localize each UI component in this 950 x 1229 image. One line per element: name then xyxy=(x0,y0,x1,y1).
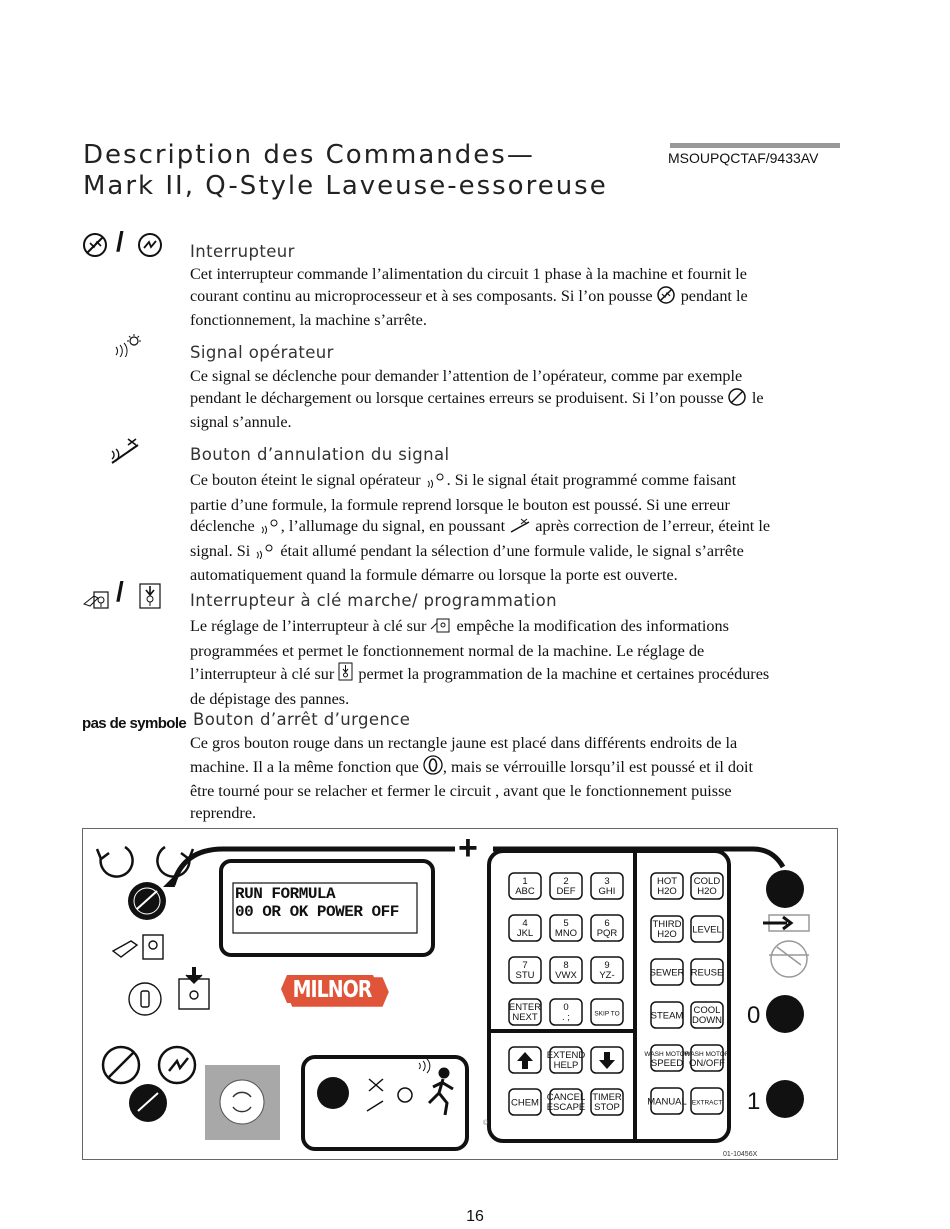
function-key[interactable] xyxy=(651,916,683,942)
keypad-key-label: . ; xyxy=(562,1012,570,1023)
dc-plus-label: + xyxy=(458,829,478,867)
arrow-down-key[interactable] xyxy=(591,1047,623,1073)
keypad-key-label: YZ- xyxy=(599,970,615,981)
cancel-escape-key-label: ESCAPE xyxy=(546,1102,586,1113)
keypad-key-label: JKL xyxy=(516,928,534,939)
key-switch-symbols xyxy=(82,580,168,617)
signal-cancel-icon xyxy=(367,1079,383,1111)
keypad-key-label: 7 xyxy=(522,960,528,971)
keypad-key-label: 0 xyxy=(563,1002,569,1013)
copyright-mark: © xyxy=(483,1120,489,1127)
function-key-label: EXTRACT xyxy=(691,1099,723,1107)
keypad-key-label: DEF xyxy=(556,886,576,897)
function-key-label: LEVEL xyxy=(692,924,722,936)
doc-id: MSOUPQCTAF/9433AV xyxy=(668,150,819,166)
running-person-icon xyxy=(429,1069,453,1115)
function-key-label: MANUAL xyxy=(647,1096,687,1108)
doc-id-rule xyxy=(670,143,840,148)
section-heading-urgence: Bouton d’arrêt d’urgence xyxy=(193,710,411,729)
keypad-key-label: ENTER xyxy=(508,1002,542,1013)
keypad-key-label: 2 xyxy=(563,876,569,887)
section-body-signal: Ce signal se déclenche pour demander l’attention de l’opérateur, comme par exemple pendant le déchargement ou lorsque certaines erreurs se produisent. Si l’on pousse le signal s’annule. xyxy=(190,367,764,431)
power-off-icon xyxy=(84,234,106,256)
function-key-label: REUSE xyxy=(690,967,724,979)
operator-signal-icon xyxy=(259,518,281,541)
power-switch-symbols xyxy=(82,232,172,265)
power-off-icon xyxy=(657,286,677,311)
extend-help-key-label: HELP xyxy=(553,1060,579,1071)
function-key-label: STEAM xyxy=(650,1010,684,1022)
keypad-key-label: STU xyxy=(515,970,535,981)
section-heading-cle: Interrupteur à clé marche/ programmation xyxy=(190,591,557,610)
slash-separator: / xyxy=(116,226,124,257)
keypad-key[interactable] xyxy=(550,957,582,983)
operator-signal-icon xyxy=(254,543,276,566)
display-line-1: RUN FORMULA xyxy=(235,885,336,903)
slash-separator: / xyxy=(116,576,124,607)
power-on-icon xyxy=(159,1047,195,1083)
function-key-label: ON/OFF xyxy=(689,1058,725,1069)
section-heading-signal: Signal opérateur xyxy=(190,343,334,362)
keypad-key[interactable] xyxy=(591,999,623,1025)
key-program-icon xyxy=(140,584,160,608)
function-key-label: COLD xyxy=(693,876,721,887)
section-body-interrupteur: Cet interrupteur commande l’alimentation du circuit 1 phase à la machine et fournit le courant continu au microprocesseur et à ses composants. Si l’on pousse pendant le fonctionnement, la machine s’arrête. xyxy=(190,265,748,329)
function-key[interactable] xyxy=(650,959,685,985)
extend-help-key-label: EXTEND xyxy=(546,1050,586,1061)
function-key[interactable] xyxy=(691,1088,723,1114)
operator-signal-icon xyxy=(110,333,144,362)
section-heading-interrupteur: Interrupteur xyxy=(190,242,295,261)
function-key[interactable] xyxy=(691,873,723,899)
function-key[interactable] xyxy=(651,1002,684,1028)
operator-signal-icon xyxy=(425,472,447,495)
page-number: 16 xyxy=(466,1208,484,1225)
display-line-2: 00 OR OK POWER OFF xyxy=(235,903,399,921)
rotate-counterclockwise-icon xyxy=(97,847,133,877)
keypad-key-label: PQR xyxy=(596,928,618,939)
function-key-label: THIRD xyxy=(652,919,682,930)
signal-cancel-icon xyxy=(108,435,144,470)
keypad-key-label: 3 xyxy=(604,876,610,887)
unlabeled-right-button xyxy=(766,870,804,908)
chem-key[interactable] xyxy=(509,1089,541,1115)
milnor-logo-text: MILNOR xyxy=(292,976,372,1004)
timer-stop-key-label: TIMER xyxy=(592,1092,622,1103)
keypad-key-label: 8 xyxy=(563,960,569,971)
power-off-icon xyxy=(103,1047,139,1083)
keypad-key[interactable] xyxy=(550,915,582,941)
zero-label: 0 xyxy=(747,1002,761,1029)
function-key[interactable] xyxy=(691,959,724,985)
one-label: 1 xyxy=(747,1088,761,1115)
function-key[interactable] xyxy=(651,873,683,899)
keypad-key-label: 5 xyxy=(563,918,569,929)
power-off-icon xyxy=(728,388,748,413)
key-switch-icons xyxy=(113,935,209,1015)
signal-cancel-icon xyxy=(509,518,531,541)
key-program-icon xyxy=(338,662,354,689)
section-heading-annulation: Bouton d’annulation du signal xyxy=(190,445,450,464)
signal-light xyxy=(398,1088,412,1102)
timer-stop-key[interactable] xyxy=(591,1089,623,1115)
keypad-key-label: ABC xyxy=(515,886,535,897)
cancel-escape-key-label: CANCEL xyxy=(546,1092,586,1103)
keypad-key[interactable] xyxy=(550,873,582,899)
stop-zero-button xyxy=(766,995,804,1033)
function-key[interactable] xyxy=(644,1045,689,1071)
keypad-key-label: 1 xyxy=(522,876,528,887)
drawing-id: 01-10456X xyxy=(723,1151,758,1158)
section-body-cle: Le réglage de l’interrupteur à clé sur empêche la modification des informations programmées et permet le fonctionnement normal de la machine. Le réglage de l’interrupteur à clé sur permet la programmation de la machine et certaines procédures de dépistage des pannes. xyxy=(190,617,770,708)
start-one-button xyxy=(766,1080,804,1118)
keypad-key-label: VWX xyxy=(555,970,577,981)
key-run-icon xyxy=(430,616,452,641)
function-key[interactable] xyxy=(647,1088,687,1114)
keypad-key[interactable] xyxy=(591,957,623,983)
keypad-key[interactable] xyxy=(550,999,582,1025)
keypad-key[interactable] xyxy=(509,915,541,941)
keypad-key-label: NEXT xyxy=(512,1012,538,1023)
function-key-label: SPEED xyxy=(650,1058,684,1069)
keypad-key-label: 4 xyxy=(522,918,528,929)
function-key-label: H2O xyxy=(657,929,677,940)
keypad-key[interactable] xyxy=(509,873,541,899)
page-title: Description des Commandes— Mark II, Q-Style Laveuse-essoreuse xyxy=(83,140,608,201)
arrow-up-key[interactable] xyxy=(509,1047,541,1073)
operator-signal-icon xyxy=(419,1059,430,1073)
function-key-label: HOT xyxy=(656,876,678,887)
function-key-label: SEWER xyxy=(649,967,685,979)
key-run-icon xyxy=(84,592,108,608)
keypad-key[interactable] xyxy=(591,915,623,941)
keypad-key-label: SKIP TO xyxy=(594,1010,620,1018)
keypad-key-label: 9 xyxy=(604,960,610,971)
cancel-escape-key[interactable] xyxy=(547,1089,586,1115)
keypad-key-label: MNO xyxy=(554,928,578,939)
function-key-label: H2O xyxy=(657,886,677,897)
function-key[interactable] xyxy=(691,1002,723,1028)
keypad-key-label: 6 xyxy=(604,918,610,929)
function-key[interactable] xyxy=(684,1045,729,1071)
function-key-label: DOWN xyxy=(691,1015,723,1026)
extend-help-key[interactable] xyxy=(547,1047,586,1073)
arrow-right-icon xyxy=(763,917,791,929)
function-key-label: COOL xyxy=(693,1005,721,1016)
signal-cancel-button xyxy=(317,1077,349,1109)
chem-key-label: CHEM xyxy=(511,1097,539,1109)
control-panel-diagram xyxy=(82,828,838,1160)
function-key-label: H2O xyxy=(697,886,717,897)
function-key-label: WASH MOTOR xyxy=(644,1051,690,1058)
no-symbol-label: pas de symbole xyxy=(82,715,187,732)
section-body-annulation: Ce bouton éteint le signal opérateur . Si le signal était programmé comme faisant partie d’une formule, la formule reprend lorsque le bouton est poussé. Si une erreur déclenche , l’allumage du signal, en poussant après correction de l’erreur, éteint le signal. Si était allumé pendant la sélection d’une formule valide, le signal s’arrête automatiquement quand la formule démarre ou lorsque la porte est ouverte. xyxy=(190,471,771,584)
keypad-key[interactable] xyxy=(591,873,623,899)
display-text xyxy=(235,885,415,921)
zero-stop-icon xyxy=(423,755,443,782)
timer-stop-key-label: STOP xyxy=(594,1102,620,1113)
section-body-urgence: Ce gros bouton rouge dans un rectangle jaune est placé dans différents endroits de la machine. Il a la même fonction que , mais se vérrouille lorsqu’il est poussé et il doit être tourné pour se relacher et fermer le circuit , avant que le fonctionnement puisse reprendre. xyxy=(190,734,754,822)
keypad-key[interactable] xyxy=(509,957,541,983)
function-key[interactable] xyxy=(691,916,723,942)
power-on-icon xyxy=(139,234,161,256)
keypad-key[interactable] xyxy=(509,999,541,1025)
function-key-label: WASH MOTOR xyxy=(684,1051,730,1058)
keypad-key-label: GHI xyxy=(598,886,616,897)
